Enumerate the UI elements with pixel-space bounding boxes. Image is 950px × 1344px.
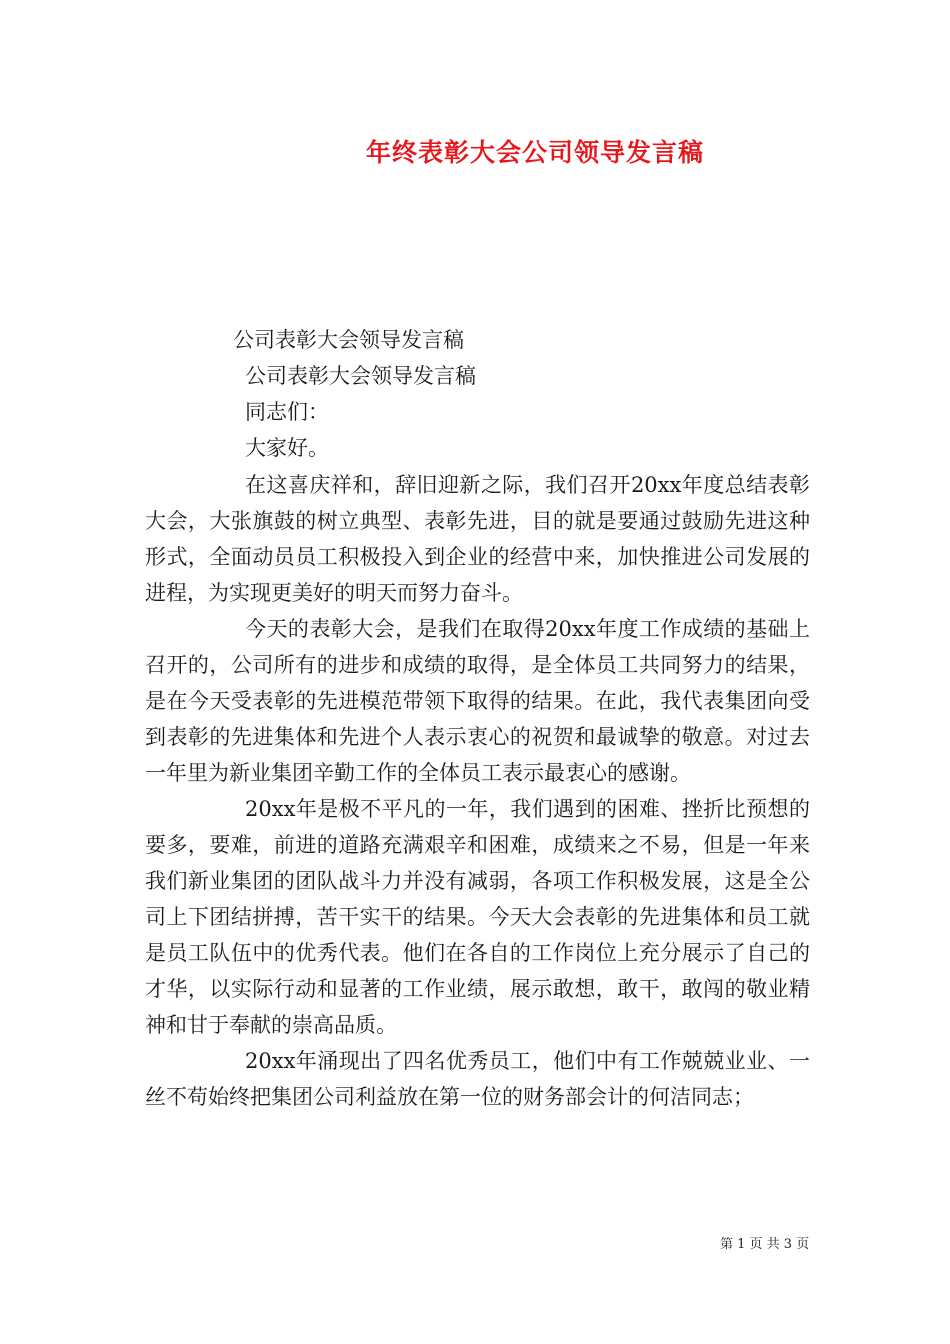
body-text [145, 467, 810, 1115]
document-title: 年终表彰大会公司领导发言稿 [365, 138, 704, 167]
paragraph-4: 20xx年涌现出了四名优秀员工，他们中有工作兢兢业业、一丝不苟始终把集团公司利益放在第一位的财务部会计的何洁同志； [145, 1049, 810, 1109]
paragraph-3: 20xx年是极不平凡的一年，我们遇到的困难、挫折比预想的要多，要难，前进的道路充满艰辛和困难，成绩来之不易，但是一年来我们新业集团的团队战斗力并没有减弱，各项工作积极发展，这是全公司上下团结拼搏，苦干实干的结果。今天大会表彰的先进集体和员工就是员工队伍中的优秀代表。他们在各自的工作岗位上充分展示了自己的才华，以实际行动和显著的工作业绩，展示敢想，敢干，敢闯的敬业精神和甘于奉献的崇高品质。 [145, 797, 810, 1037]
paragraph-1: 在这喜庆祥和，辞旧迎新之际，我们召开20xx年度总结表彰大会，大张旗鼓的树立典型、表彰先进，目的就是要通过鼓励先进这种形式，全面动员员工积极投入到企业的经营中来，加快推进公司发展的进程，为实现更美好的明天而努力奋斗。 [145, 473, 810, 605]
subtitle-line-2: 公司表彰大会领导发言稿 [245, 364, 476, 388]
subtitle-line-1: 公司表彰大会领导发言稿 [233, 328, 464, 352]
greeting-comrades: 同志们： [245, 400, 329, 424]
greeting-hello: 大家好。 [245, 436, 329, 460]
paragraph-2: 今天的表彰大会，是我们在取得20xx年度工作成绩的基础上召开的，公司所有的进步和成绩的取得，是全体员工共同努力的结果，是在今天受表彰的先进模范带领下取得的结果。在此，我代表集团向受到表彰的先进集体和先进个人表示衷心的祝贺和最诚挚的敬意。对过去一年里为新业集团辛勤工作的全体员工表示最衷心的感谢。 [145, 617, 810, 785]
page-number: 第 1 页 共 3 页 [720, 1237, 810, 1252]
